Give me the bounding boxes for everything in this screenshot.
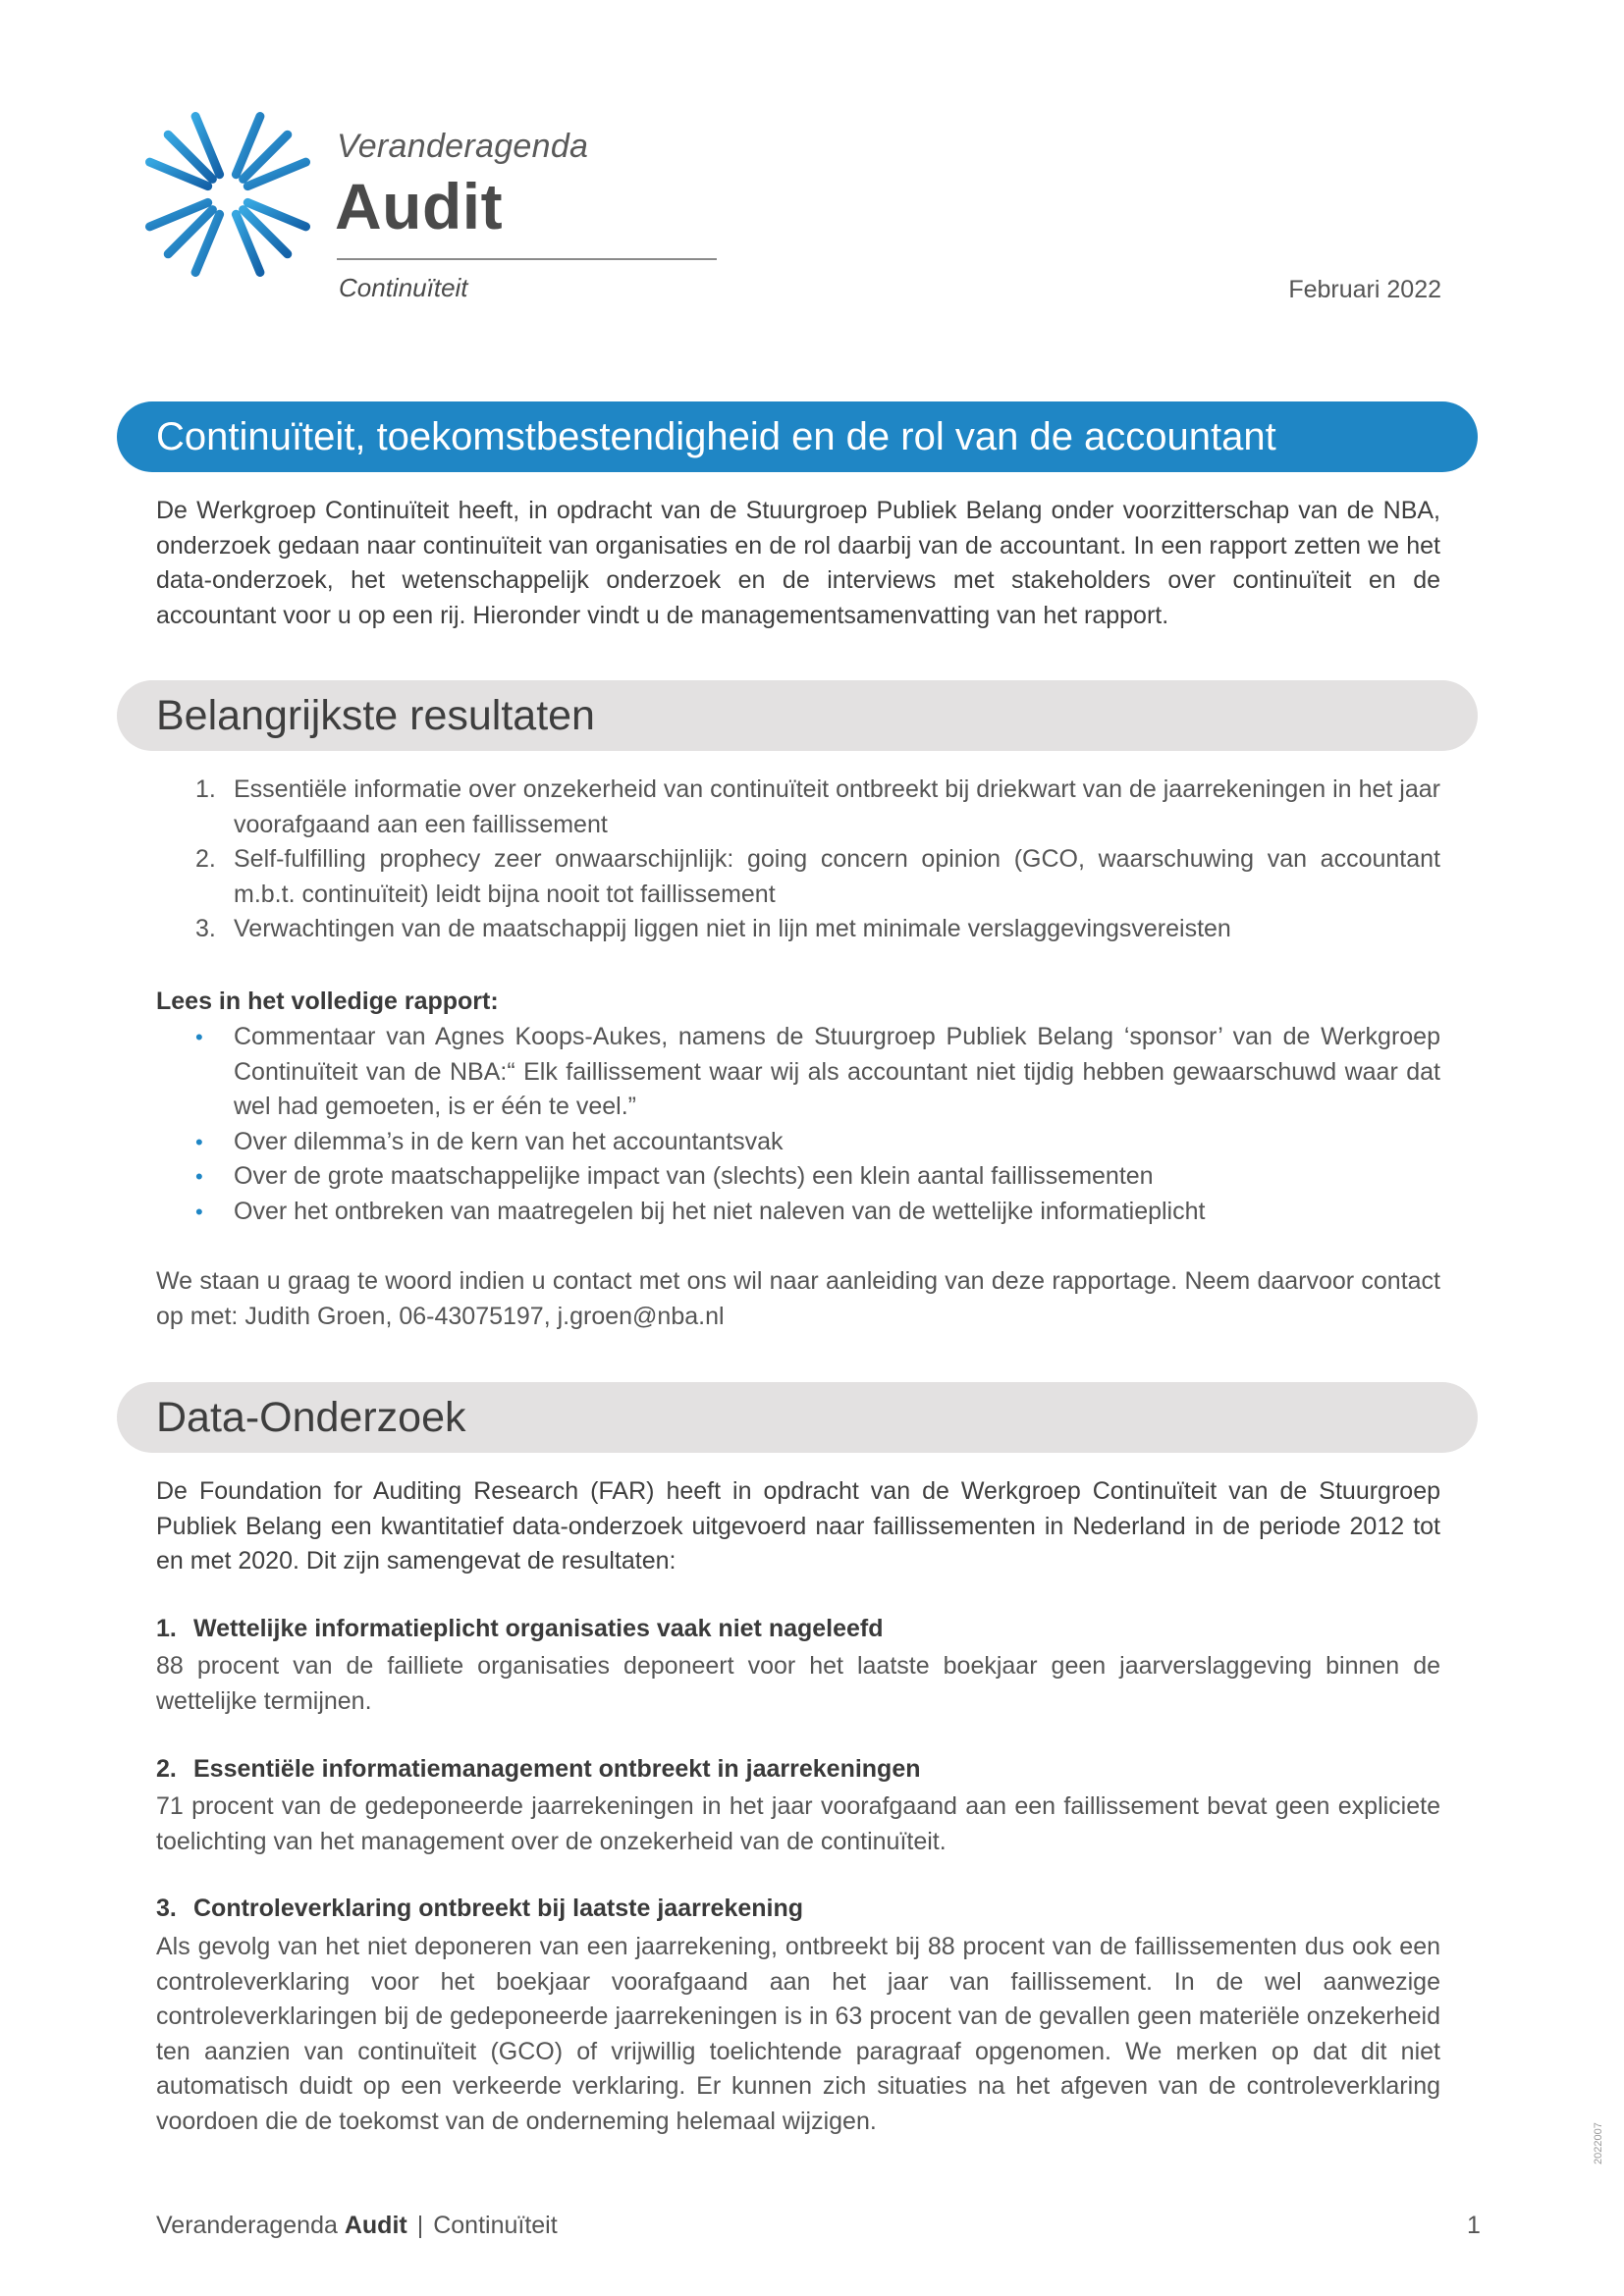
section-text: 71 procent van de gedeponeerde jaarrekeningen in het jaar voorafgaand aan een faillissement bevat geen expliciete toelichting van het management over de onzekerheid van de continuïteit. [156, 1792, 1440, 1855]
read-more-list [156, 1020, 1440, 1229]
list-item: 3. Verwachtingen van de maatschappij liggen niet in lijn met minimale verslaggevingsvereisten [195, 915, 1231, 942]
bullet-icon: • [195, 1164, 203, 1189]
section-heading: 1. Wettelijke informatieplicht organisaties vaak niet nageleefd [156, 1615, 884, 1642]
logo-title: Audit [335, 170, 504, 242]
section-heading: 2. Essentiële informatiemanagement ontbreekt in jaarrekeningen [156, 1755, 921, 1783]
intro-paragraph: De Werkgroep Continuïteit heeft, in opdracht van de Stuurgroep Publiek Belang onder voorzitterschap van de NBA, onderzoek gedaan naar continuïteit van organisaties en de rol daarbij van de accountant. In een rapport zetten we het data-onderzoek, het wetenschappelijk onderzoek en de interviews met stakeholders over continuïteit en de accountant voor u op een rij. Hieronder vindt u de managementsamenvatting van het rapport. [156, 497, 1440, 629]
list-item: • Over het ontbreken van maatregelen bij het niet naleven van de wettelijke informatieplicht [156, 1195, 1440, 1230]
footer [156, 2212, 558, 2240]
results-heading: Belangrijkste resultaten [156, 691, 595, 739]
footer-section: Continuïteit [433, 2212, 558, 2239]
bullet-icon: • [195, 1025, 203, 1049]
list-item: • Over de grote maatschappelijke impact van (slechts) een klein aantal faillissementen [156, 1159, 1440, 1195]
footer-separator: | [416, 2212, 424, 2239]
bullet-icon: • [195, 1129, 203, 1154]
veranderagenda-logo-icon [130, 106, 326, 283]
results-banner [117, 680, 1478, 751]
logo-subtitle: Veranderagenda [337, 128, 589, 165]
document-code: 2022007 [1593, 2122, 1604, 2164]
data-research-banner [117, 1382, 1478, 1453]
logo-divider [337, 258, 717, 260]
title-banner [117, 401, 1478, 472]
read-more-label: Lees in het volledige rapport: [156, 988, 499, 1015]
section-text: 88 procent van de failliete organisaties deponeert voor het laatste boekjaar geen jaarverslaggeving binnen de wettelijke termijnen. [156, 1652, 1440, 1715]
bullet-icon: • [195, 1199, 203, 1224]
list-item: • Commentaar van Agnes Koops-Aukes, namens de Stuurgroep Publiek Belang ‘sponsor’ van de Werkgroep Continuïteit van de NBA:“ Elk faillissement waar wij als accountant niet tijdig hebben gewaarschuwd waar dat wel had gemoeten, is er één te veel.” [156, 1020, 1440, 1125]
contact-paragraph: We staan u graag te woord indien u contact met ons wil naar aanleiding van deze rapportage. Neem daarvoor contact op met: Judith Groen, 06-43075197, j.groen@nba.nl [156, 1267, 1440, 1330]
data-research-heading: Data-Onderzoek [156, 1393, 466, 1441]
footer-brand: Veranderagenda [156, 2212, 338, 2239]
footer-brand-bold: Audit [344, 2212, 407, 2239]
logo-tagline: Continuïteit [339, 273, 468, 302]
list-item: 1. Essentiële informatie over onzekerheid van continuïteit ontbreekt bij driekwart van de jaarrekeningen in het jaar voorafgaand aan een faillissement [195, 775, 1440, 838]
data-research-intro: De Foundation for Auditing Research (FAR) heeft in opdracht van de Werkgroep Continuïteit van de Stuurgroep Publiek Belang een kwantitatief data-onderzoek uitgevoerd naar faillissementen in Nederland in de periode 2012 tot en met 2020. Dit zijn samengevat de resultaten: [156, 1477, 1440, 1575]
results-list [156, 773, 1440, 947]
list-item: • Over dilemma’s in de kern van het accountantsvak [156, 1125, 1440, 1160]
page-number: 1 [1467, 2212, 1481, 2239]
page-title: Continuïteit, toekomstbestendigheid en de rol van de accountant [156, 414, 1276, 458]
section-text: Als gevolg van het niet deponeren van een jaarrekening, ontbreekt bij 88 procent van de faillissementen dus ook een controleverklaring voor het boekjaar voorafgaand aan het jaar van faillissement. In de wel aanwezige controleverklaringen bij de gedeponeerde jaarrekeningen is in 63 procent van de gevallen geen materiële onzekerheid ten aanzien van continuïteit (GCO) of vrijwillig toelichtende paragraaf opgenomen. We merken op dat dit niet automatisch duidt op een verkeerde verklaring. Er kunnen zich situaties na het afgeven van de controleverklaring voordoen die de toekomst van de onderneming helemaal wijzigen. [156, 1933, 1440, 2135]
document-date: Februari 2022 [1288, 276, 1441, 303]
section-heading: 3. Controleverklaring ontbreekt bij laatste jaarrekening [156, 1895, 804, 1922]
list-item: 2. Self-fulfilling prophecy zeer onwaarschijnlijk: going concern opinion (GCO, waarschuwing van accountant m.b.t. continuïteit) leidt bijna nooit tot faillissement [195, 845, 1440, 908]
